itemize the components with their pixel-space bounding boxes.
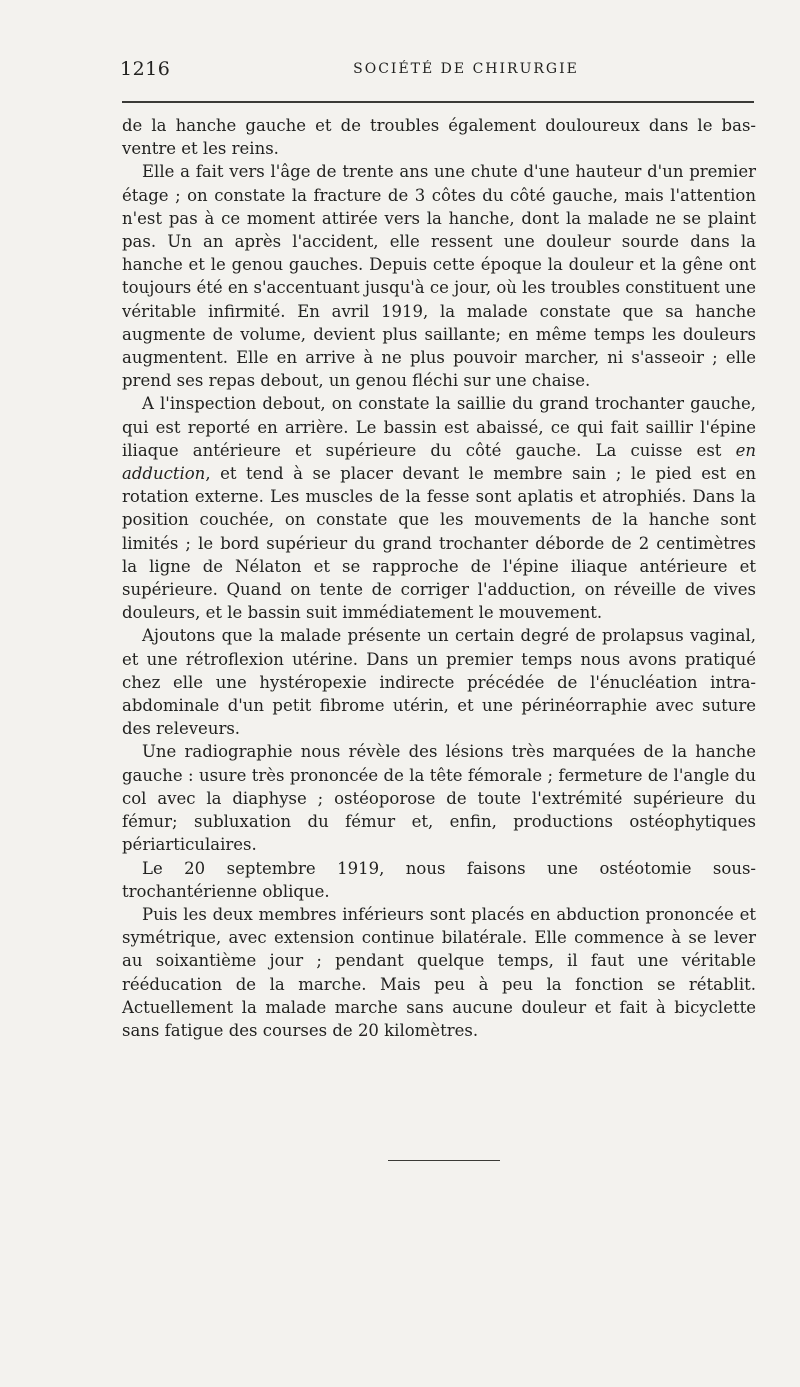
text-segment: de la hanche gauche et de troubles également douloureux dans le bas-ventre et les reins. xyxy=(122,116,756,159)
paragraph-p3 xyxy=(122,392,756,624)
running-title: SOCIÉTÉ DE CHIRURGIE xyxy=(353,61,579,77)
text-segment: Puis les deux membres inférieurs sont placés en abduction prononcée et symétrique, avec extension continue bilatérale. Elle commence à se lever au soixantième jour ; pendant quelque temps, il faut une véritable rééducation de la marche. Mais peu à peu la fonction se rétablit. Actuellement la malade marche sans aucune douleur et fait à bicyclette sans fatigue des courses de 20 kilomètres. xyxy=(122,904,756,1040)
italic-text: en adduction xyxy=(122,440,756,484)
text-segment: Le 20 septembre 1919, nous faisons une ostéotomie sous-trochantérienne oblique. xyxy=(122,858,756,901)
paragraph-p4 xyxy=(122,624,756,740)
end-divider xyxy=(388,1160,500,1161)
text-segment: Ajoutons que la malade présente un certain degré de prolapsus vaginal, et une rétroflexion utérine. Dans un premier temps nous avons pratiqué chez elle une hystéropexie indirecte précédée de l'énucléation intra-abdominale d'un petit fibrome utérin, et une périnéorraphie avec suture des releveurs. xyxy=(122,626,756,739)
paragraph-p6 xyxy=(122,857,756,903)
text-segment: A l'inspection debout, on constate la saillie du grand trochanter gauche, qui est reporté en arrière. Le bassin est abaissé, ce qui fait saillir l'épine iliaque antérieure et supérieure du côté gauche. La cuisse est xyxy=(122,394,756,460)
text-segment: Elle a fait vers l'âge de trente ans une chute d'une hauteur d'un premier étage ; on constate la fracture de 3 côtes du côté gauche, mais l'attention n'est pas à ce moment attirée vers la hanche, dont la malade ne se plaint pas. Un an après l'accident, elle ressent une douleur sourde dans la hanche et le genou gauches. Depuis cette époque la douleur et la gêne ont toujours été en s'accentuant jusqu'à ce jour, où les troubles constituent une véritable infirmité. En avril 1919, la malade constate que sa hanche augmente de volume, devient plus saillante; en même temps les douleurs augmentent. Elle en arrive à ne plus pouvoir marcher, ni s'asseoir ; elle prend ses repas debout, un genou fléchi sur une chaise. xyxy=(122,162,757,391)
text-segment: , et tend à se placer devant le membre sain ; le pied est en rotation externe. Les muscles de la fesse sont aplatis et atrophiés. Dans la position couchée, on constate que les mouvements de la hanche sont limités ; le bord supérieur du grand trochanter déborde de 2 centimètres la ligne de Nélaton et se rapproche de l'épine iliaque antérieure et supérieure. Quand on tente de corriger l'adduction, on réveille de vives douleurs, et le bassin suit immédiatement le mouvement. xyxy=(122,464,756,623)
paragraph-p1 xyxy=(122,114,756,160)
body-text xyxy=(122,114,756,1042)
page-header xyxy=(120,58,752,88)
paragraph-p7 xyxy=(122,903,756,1042)
page-number: 1216 xyxy=(120,58,171,80)
header-divider xyxy=(122,101,754,103)
text-segment: Une radiographie nous révèle des lésions très marquées de la hanche gauche : usure très prononcée de la tête fémorale ; fermeture de l'angle du col avec la diaphyse ; ostéoporose de toute l'extrémité supérieure du fémur; subluxation du fémur et, enfin, productions ostéophytiques périarticulaires. xyxy=(122,742,756,855)
paragraph-p5 xyxy=(122,740,756,856)
paragraph-p2 xyxy=(122,160,756,392)
